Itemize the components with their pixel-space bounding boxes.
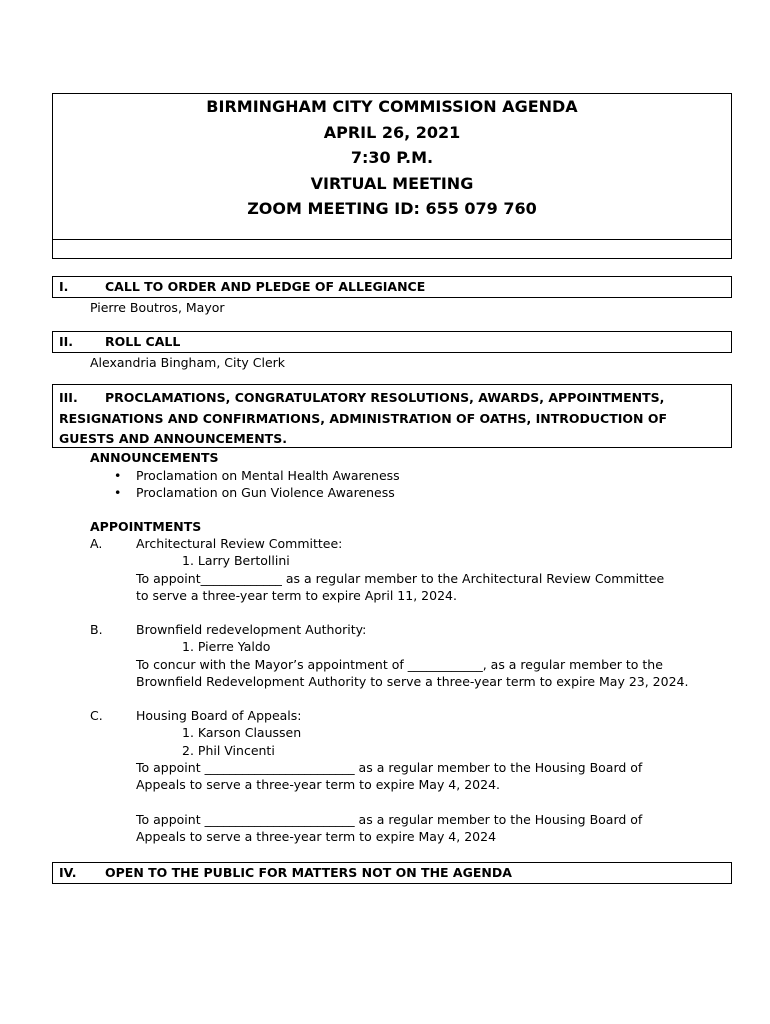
appointment-c-text2-line1: To appoint ________________________ as a regular member to the Housing Board of <box>136 812 643 827</box>
section-iii-title-line1 <box>59 388 725 409</box>
appointment-a-text-line2: to serve a three-year term to expire April 11, 2024. <box>136 588 457 603</box>
agenda-header-box <box>52 93 732 259</box>
header-line-title: BIRMINGHAM CITY COMMISSION AGENDA <box>206 97 578 116</box>
section-number: II. <box>59 334 74 349</box>
appointment-b-letter: B. <box>90 622 103 637</box>
section-ii-body: Alexandria Bingham, City Clerk <box>90 355 286 370</box>
section-title: CALL TO ORDER AND PLEDGE OF ALLEGIANCE <box>105 279 426 294</box>
appointment-c-nominee: 2. Phil Vincenti <box>182 743 275 758</box>
section-i-header <box>52 276 732 298</box>
section-iii-title-line2: RESIGNATIONS AND CONFIRMATIONS, ADMINISTRATION OF OATHS, INTRODUCTION OF <box>59 410 668 426</box>
announcements-heading: ANNOUNCEMENTS <box>90 450 219 465</box>
appointment-b-title: Brownfield redevelopment Authority: <box>136 622 367 637</box>
appointment-a-text-line1: To appoint_____________ as a regular member to the Architectural Review Committee <box>136 571 665 586</box>
section-number: IV. <box>59 865 77 880</box>
agenda-header-lines <box>53 94 731 222</box>
section-i-body: Pierre Boutros, Mayor <box>90 300 225 315</box>
appointment-b-nominee: 1. Pierre Yaldo <box>182 639 271 654</box>
section-title-part: PROCLAMATIONS, CONGRATULATORY RESOLUTIONS, AWARDS, APPOINTMENTS, <box>105 390 665 405</box>
appointment-a-title: Architectural Review Committee: <box>136 536 343 551</box>
section-title: OPEN TO THE PUBLIC FOR MATTERS NOT ON THE AGENDA <box>105 865 512 880</box>
header-line-date: APRIL 26, 2021 <box>323 122 461 142</box>
appointment-b-text-line1: To concur with the Mayor’s appointment of ____________, as a regular member to the <box>136 657 663 672</box>
section-title: ROLL CALL <box>105 334 181 349</box>
appointment-c-letter: C. <box>90 708 103 723</box>
announcement-item: • Proclamation on Mental Health Awareness <box>136 468 400 483</box>
section-iii-title-line3: GUESTS AND ANNOUNCEMENTS. <box>59 431 287 446</box>
appointment-c-title: Housing Board of Appeals: <box>136 708 302 723</box>
header-line-format: VIRTUAL MEETING <box>310 173 474 193</box>
section-iii-header <box>52 384 732 448</box>
header-line-time: 7:30 P.M. <box>350 148 434 167</box>
appointment-c-text1-line1: To appoint ________________________ as a regular member to the Housing Board of <box>136 760 643 775</box>
appointment-b-text-line2: Brownfield Redevelopment Authority to serve a three-year term to expire May 23, 2024. <box>136 674 689 689</box>
appointment-a-nominee: 1. Larry Bertollini <box>182 553 290 568</box>
appointment-c-nominee: 1. Karson Claussen <box>182 725 302 740</box>
section-number: I. <box>59 279 69 294</box>
appointment-c-text1-line2: Appeals to serve a three-year term to expire May 4, 2024. <box>136 777 500 792</box>
appointment-c-text2-line2: Appeals to serve a three-year term to expire May 4, 2024 <box>136 829 497 844</box>
section-number: III. <box>59 390 78 405</box>
appointment-a-letter: A. <box>90 536 103 551</box>
section-iv-header <box>52 862 732 884</box>
appointments-heading: APPOINTMENTS <box>90 519 202 534</box>
section-ii-header <box>52 331 732 353</box>
announcement-item: • Proclamation on Gun Violence Awareness <box>136 485 395 500</box>
header-divider <box>53 239 731 240</box>
header-line-zoom-id: ZOOM MEETING ID: 655 079 760 <box>247 199 537 218</box>
